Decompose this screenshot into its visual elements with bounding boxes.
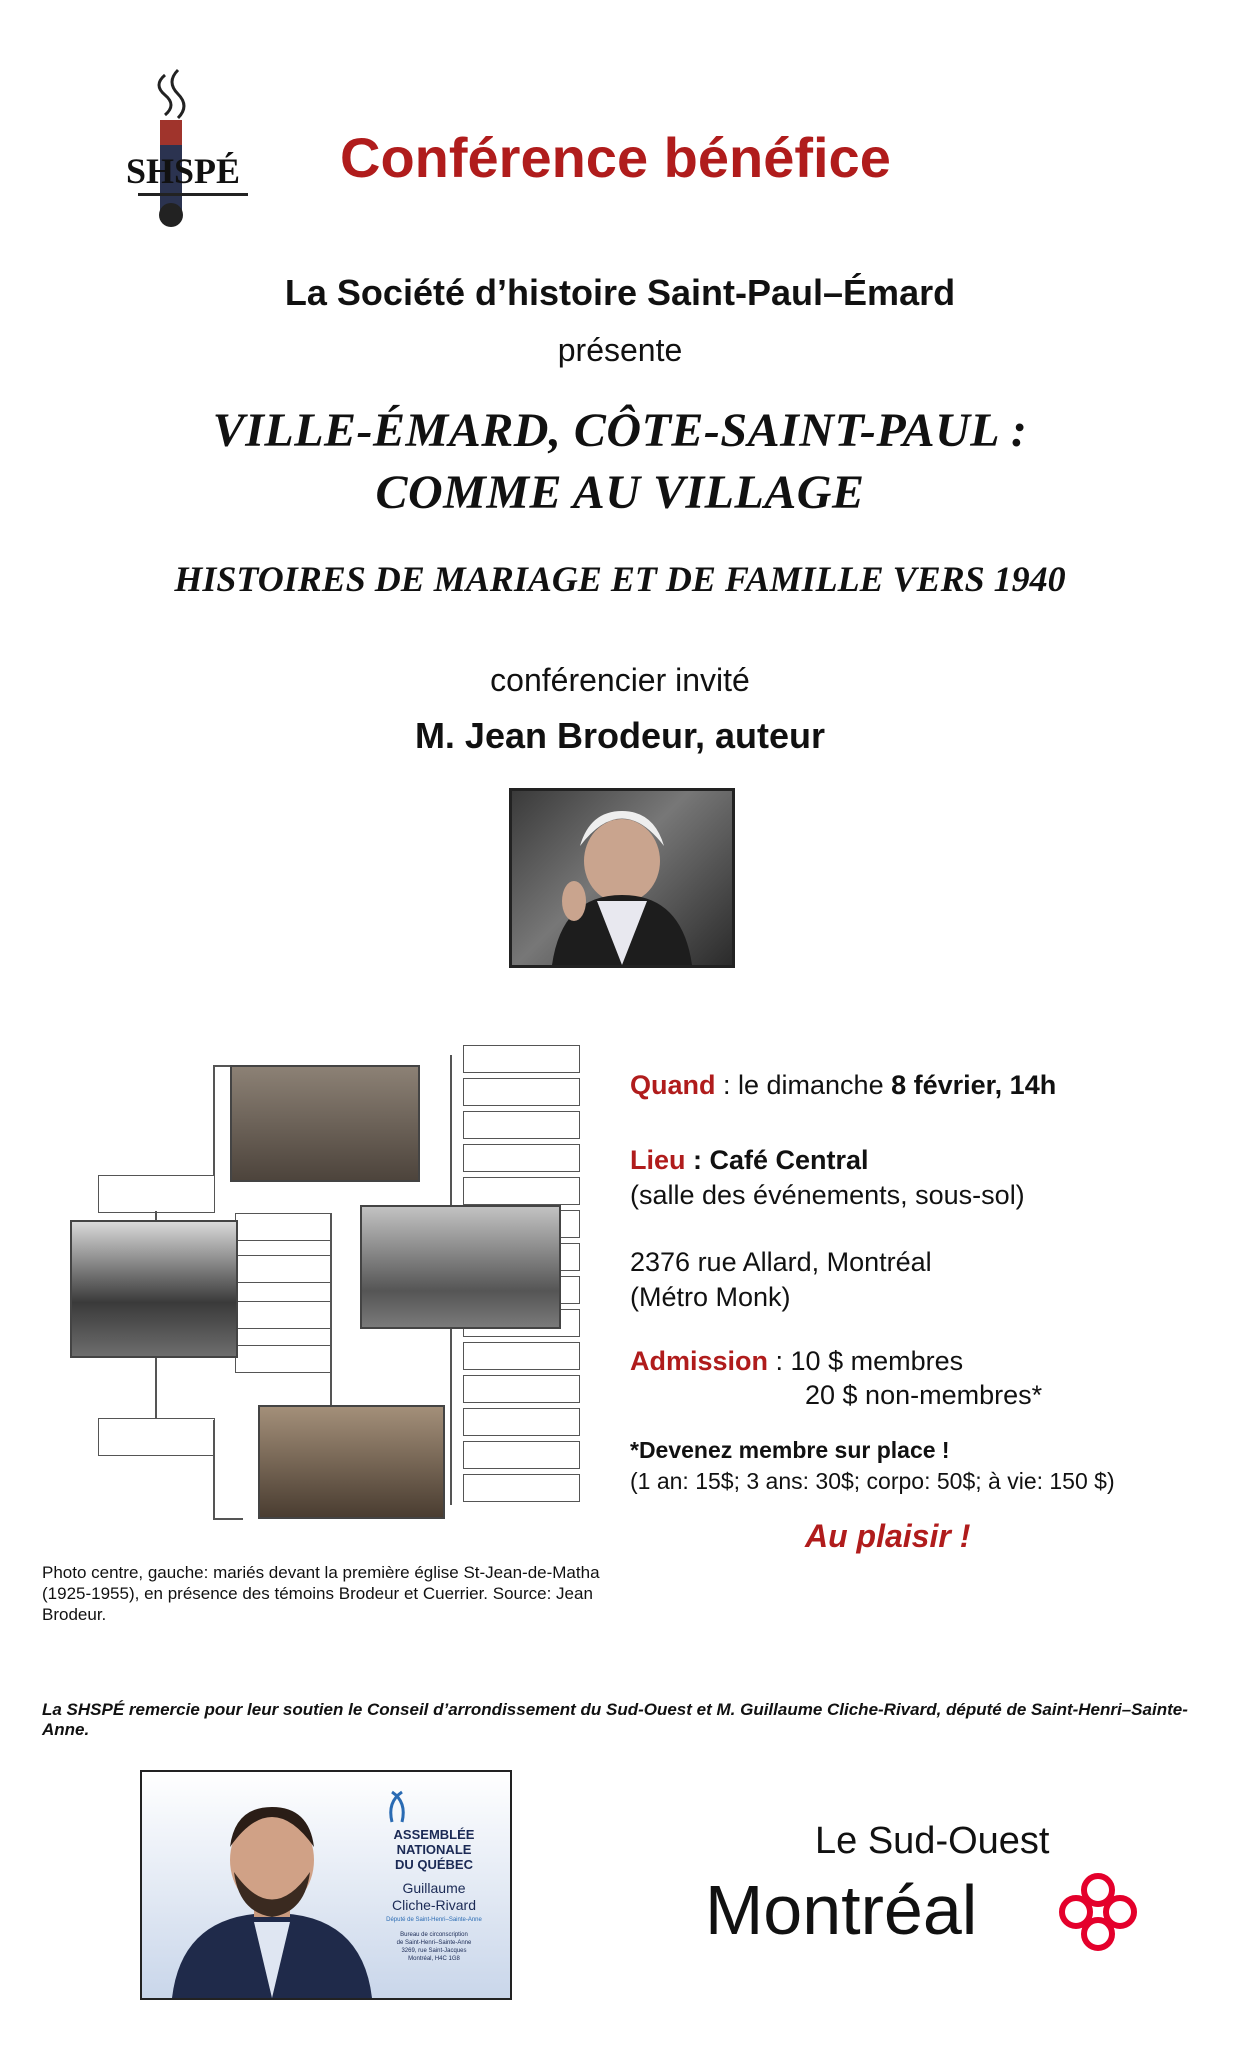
tree-box [463, 1408, 580, 1436]
office-line3: 3269, rue Saint-Jacques [401, 1948, 467, 1954]
tree-box [463, 1342, 580, 1370]
wedding-photo [70, 1220, 238, 1358]
membership-prices: (1 an: 15$; 3 ans: 30$; corpo: 50$; à vie: 150 $) [630, 1468, 1115, 1494]
office-line2: de Saint-Henri–Sainte-Anne [396, 1940, 472, 1946]
speaker-photo [509, 788, 735, 968]
family-portrait-photo [258, 1405, 445, 1519]
closing-text: Au plaisir ! [805, 1518, 971, 1554]
family-group-photo [230, 1065, 420, 1182]
tree-box [463, 1144, 580, 1172]
assembly-line2: NATIONALE [396, 1842, 472, 1857]
membership-note: *Devenez membre sur place ! [630, 1437, 950, 1463]
deputy-last-name: Cliche-Rivard [391, 1897, 477, 1913]
assembly-line3: DU QUÉBEC [394, 1857, 473, 1872]
tree-box [463, 1474, 580, 1502]
office-line4: Montréal, H4C 1G8 [408, 1956, 460, 1962]
admission-members: : 10 $ membres [768, 1346, 964, 1376]
city-name: Montréal [705, 1871, 978, 1949]
tree-box [463, 1441, 580, 1469]
family-children-photo [360, 1205, 561, 1329]
tree-line [213, 1518, 243, 1520]
logo-text: SHSPÉ [126, 151, 241, 191]
where-line [630, 1145, 869, 1176]
tree-box [463, 1111, 580, 1139]
invited-speaker-label: conférencier invité [490, 662, 750, 698]
tree-box [463, 1177, 580, 1205]
presents-text: présente [557, 332, 683, 368]
photo-caption: Photo centre, gauche: mariés devant la première église St-Jean-de-Matha (1925-1955), en présence des témoins Brodeur et Cuerrier. Source: Jean Brodeur. [42, 1563, 600, 1624]
tree-line [213, 1420, 215, 1520]
speaker-name: M. Jean Brodeur, auteur [414, 715, 826, 756]
acknowledgement: La SHSPÉ remercie pour leur soutien le Conseil d’arrondissement du Sud-Ouest et M. Guillaume Cliche-Rivard, député de Saint-Henri–Sainte-Anne. [42, 1700, 1188, 1739]
tree-box [235, 1345, 332, 1373]
montreal-sud-ouest-logo [690, 1820, 1140, 1960]
conference-title [0, 400, 1240, 524]
tree-box [235, 1255, 332, 1283]
deputy-role: Député de Saint-Henri–Sainte-Anne [386, 1917, 482, 1923]
admission-non-members: 20 $ non-membres* [805, 1380, 1043, 1410]
tree-box [463, 1045, 580, 1073]
where-room: (salle des événements, sous-sol) [630, 1180, 1025, 1210]
when-line [630, 1070, 1056, 1101]
shspe-logo [120, 65, 260, 235]
borough-name: Le Sud-Ouest [815, 1820, 1050, 1862]
office-line1: Bureau de circonscription [400, 1932, 468, 1938]
tree-box [463, 1078, 580, 1106]
event-title: Conférence bénéfice [340, 126, 891, 189]
deputy-first-name: Guillaume [402, 1880, 466, 1896]
tree-box [98, 1175, 215, 1213]
when-label: Quand [630, 1070, 716, 1100]
tree-line [213, 1065, 215, 1175]
where-label: Lieu [630, 1145, 686, 1175]
address: 2376 rue Allard, Montréal [630, 1247, 932, 1277]
when-date: 8 février, 14h [891, 1070, 1057, 1100]
conference-title-line2: COMME AU VILLAGE [375, 466, 865, 519]
assembly-line1: ASSEMBLÉE [393, 1827, 475, 1842]
when-text: : le dimanche [715, 1070, 892, 1100]
society-name: La Société d’histoire Saint-Paul–Émard [284, 272, 956, 313]
family-tree-illustration [70, 1045, 610, 1515]
conference-subtitle: HISTOIRES DE MARIAGE ET DE FAMILLE VERS 1940 [174, 559, 1066, 599]
tree-box [98, 1418, 215, 1456]
metro: (Métro Monk) [630, 1282, 791, 1312]
tree-box [235, 1213, 332, 1241]
tree-box [235, 1301, 332, 1329]
admission-line [630, 1346, 963, 1377]
montreal-rosette-icon [1056, 1870, 1140, 1954]
deputy-card [140, 1770, 512, 2000]
where-name: : Café Central [685, 1145, 869, 1175]
admission-label: Admission [630, 1346, 769, 1376]
conference-title-line1: VILLE-ÉMARD, CÔTE-SAINT-PAUL : [212, 404, 1028, 457]
tree-box [463, 1375, 580, 1403]
